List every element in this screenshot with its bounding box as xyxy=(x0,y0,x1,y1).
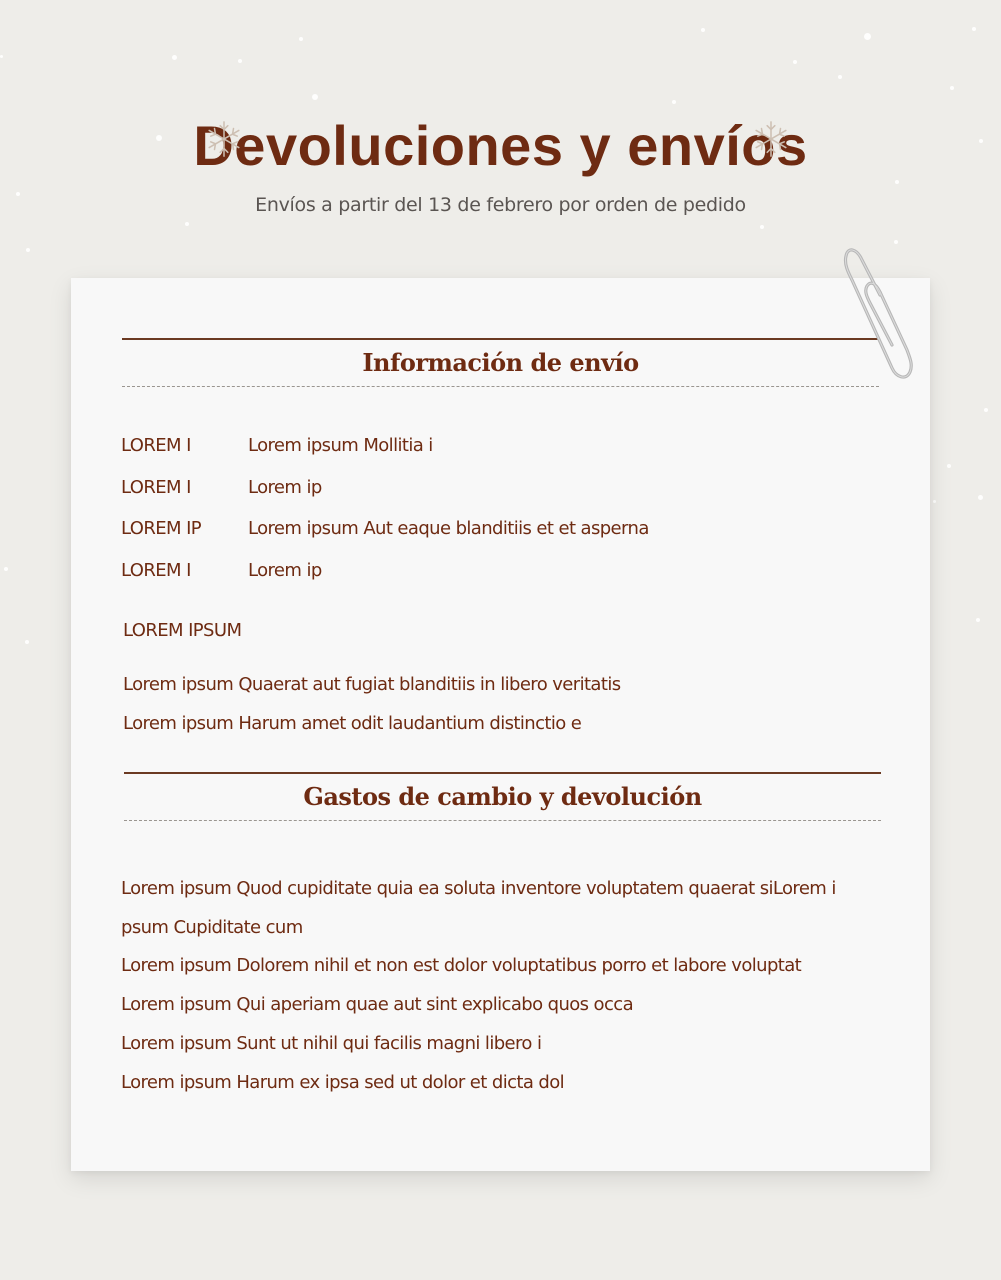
exchange-fees-heading xyxy=(124,772,881,821)
snowflake-icon xyxy=(752,120,790,158)
exchange-fees-text xyxy=(121,870,881,1102)
section-title: Gastos de cambio y devolución xyxy=(303,782,702,811)
shipping-info-heading xyxy=(122,338,879,387)
title-wrap xyxy=(193,112,807,180)
info-row xyxy=(121,550,649,592)
info-row xyxy=(121,508,649,550)
info-value: Lorem ip xyxy=(248,559,322,581)
info-key: LOREM I xyxy=(121,476,191,498)
page-title: Devoluciones y envíos xyxy=(193,114,808,177)
paperclip-icon xyxy=(840,240,920,385)
fees-line: psum Cupiditate cum xyxy=(121,916,303,938)
info-row xyxy=(121,425,649,467)
info-value: Lorem ipsum Aut eaque blanditiis et et asperna xyxy=(248,518,649,540)
section-title: Información de envío xyxy=(362,348,639,377)
fees-line: Lorem ipsum Qui aperiam quae aut sint explicabo quos occa xyxy=(121,994,633,1016)
page-header xyxy=(0,112,1001,216)
note-label: LOREM IPSUM xyxy=(123,620,242,641)
note-text xyxy=(123,666,621,743)
snowflake-icon xyxy=(205,120,243,158)
info-key: LOREM I xyxy=(121,435,191,457)
section-rule-bottom xyxy=(124,820,881,821)
info-key: LOREM IP xyxy=(121,518,202,540)
shipping-info-list xyxy=(121,425,649,591)
fees-line: Lorem ipsum Sunt ut nihil qui facilis magni libero i xyxy=(121,1032,542,1054)
info-key: LOREM I xyxy=(121,559,191,581)
note-line: Lorem ipsum Harum amet odit laudantium distinctio e xyxy=(123,712,582,734)
info-value: Lorem ip xyxy=(248,476,322,498)
fees-line: Lorem ipsum Quod cupiditate quia ea soluta inventore voluptatem quaerat siLorem i xyxy=(121,878,836,899)
fees-line: Lorem ipsum Harum ex ipsa sed ut dolor et dicta dol xyxy=(121,1071,565,1093)
info-value: Lorem ipsum Mollitia i xyxy=(248,435,433,457)
info-row xyxy=(121,467,649,509)
page-subtitle: Envíos a partir del 13 de febrero por orden de pedido xyxy=(255,194,746,216)
fees-line: Lorem ipsum Dolorem nihil et non est dolor voluptatibus porro et labore voluptat xyxy=(121,955,802,977)
section-rule-bottom xyxy=(122,386,879,387)
note-line: Lorem ipsum Quaerat aut fugiat blanditiis in libero veritatis xyxy=(123,674,621,695)
